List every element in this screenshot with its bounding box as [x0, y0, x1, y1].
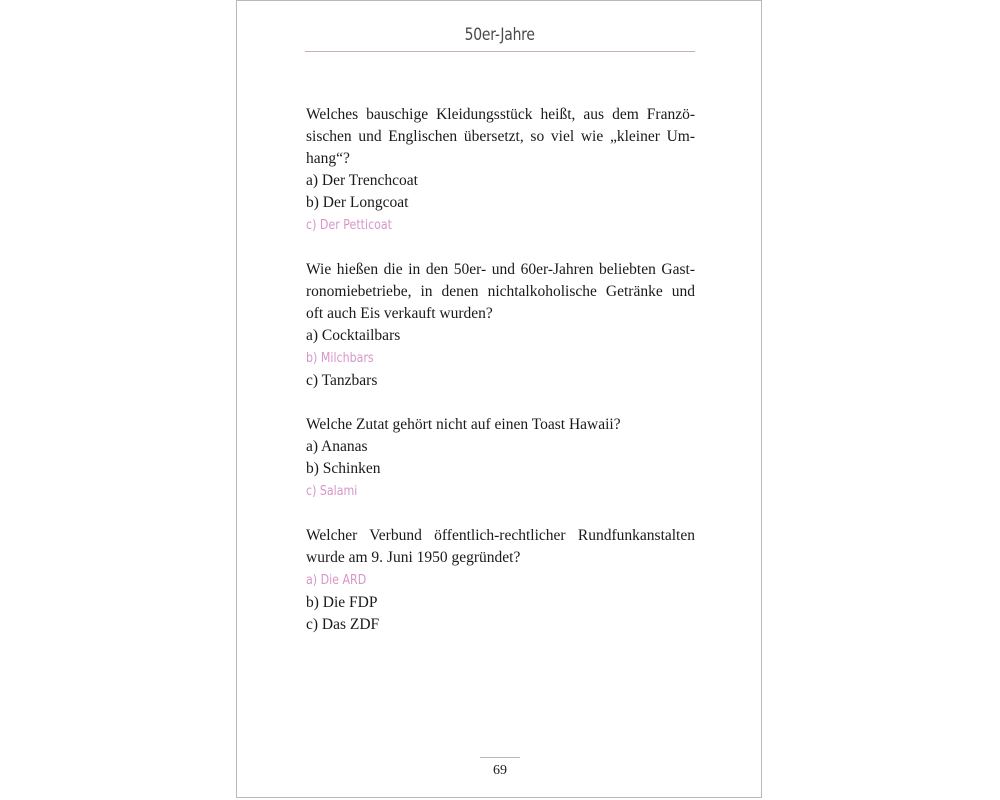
- option-a-correct-answer: a) Die ARD: [306, 573, 367, 588]
- book-page: [236, 0, 762, 798]
- option-c: c) Tanzbars: [306, 372, 378, 389]
- option-b-correct-answer: b) Milchbars: [306, 351, 374, 366]
- question-line: wurde am 9. Juni 1950 gegründet?: [306, 549, 521, 566]
- question-block-4: [306, 525, 695, 636]
- option-c-correct-answer: c) Salami: [306, 484, 358, 499]
- quiz-content: [306, 104, 695, 658]
- option-b: b) Schinken: [306, 460, 381, 477]
- option-a: a) Der Trenchcoat: [306, 172, 418, 189]
- question-line: hang“?: [306, 150, 350, 167]
- option-a: a) Cocktailbars: [306, 327, 401, 344]
- question-block-2: [306, 259, 695, 392]
- option-c-correct-answer: c) Der Petticoat: [306, 218, 393, 233]
- question-text: [306, 259, 695, 325]
- question-text: [306, 525, 695, 569]
- question-line: Welche Zutat gehört nicht auf einen Toast Hawaii?: [306, 416, 621, 433]
- question-line: oft auch Eis verkauft wurden?: [306, 305, 493, 322]
- option-c: c) Das ZDF: [306, 616, 380, 633]
- option-b: b) Der Longcoat: [306, 194, 409, 211]
- question-text: [306, 414, 695, 436]
- page-number: 69: [493, 763, 507, 778]
- question-block-1: [306, 104, 695, 237]
- question-line: Welcher Verbund öffentlich-rechtlicher Rundfunkanstalten: [306, 527, 695, 544]
- chapter-title: 50er-Jahre: [464, 25, 535, 45]
- question-line: Wie hießen die in den 50er- und 60er-Jahren beliebten Gast-: [306, 261, 695, 278]
- question-line: sischen und Englischen übersetzt, so viel wie „kleiner Um-: [306, 128, 695, 145]
- footer-divider: [480, 757, 520, 758]
- question-line: Welches bauschige Kleidungsstück heißt, aus dem Franzö-: [306, 106, 695, 123]
- question-block-3: [306, 414, 695, 503]
- question-line: ronomiebetriebe, in denen nichtalkoholische Getränke und: [306, 283, 695, 300]
- running-header: [305, 24, 695, 52]
- question-text: [306, 104, 695, 170]
- option-a: a) Ananas: [306, 438, 368, 455]
- option-b: b) Die FDP: [306, 594, 378, 611]
